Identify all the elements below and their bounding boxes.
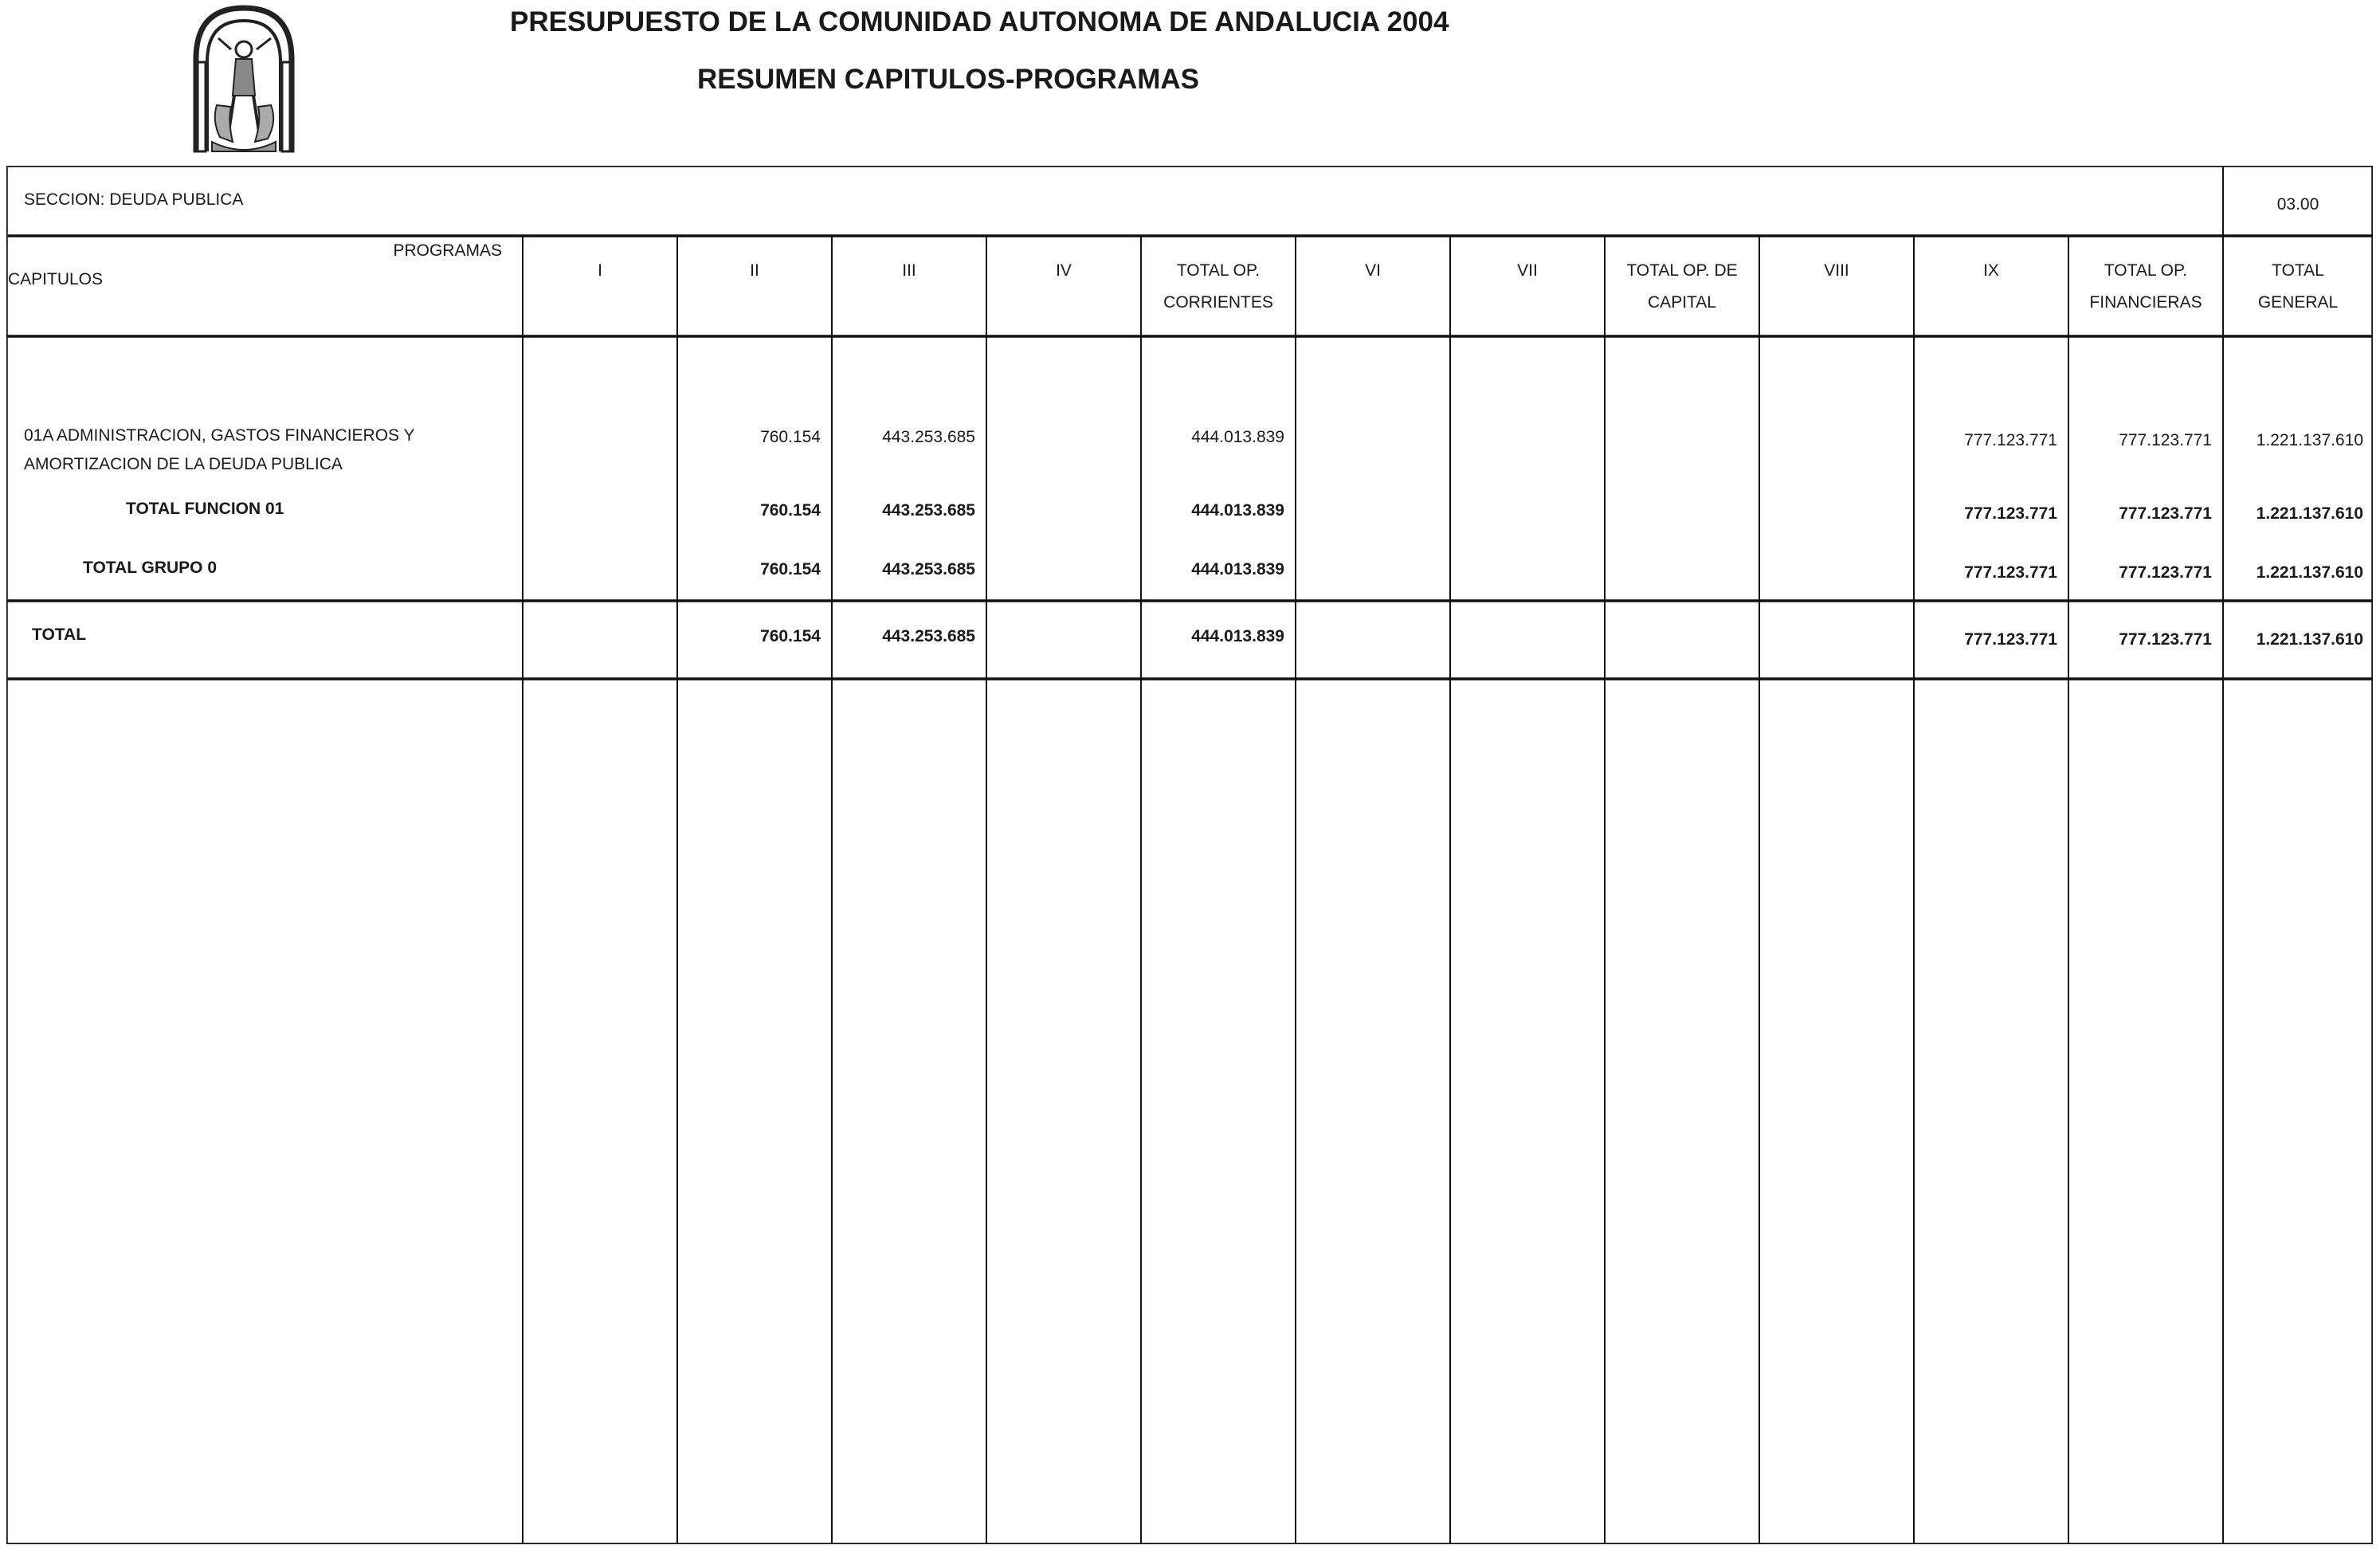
cell-total-op-financieras: 777.123.771 (2119, 504, 2212, 523)
cell-total-op-corrientes: 444.013.839 (1191, 501, 1284, 520)
cell-iii: 443.253.685 (882, 428, 975, 446)
total-cell-total-op-financieras: 777.123.771 (2119, 630, 2212, 649)
cell-total-op-corrientes: 444.013.839 (1191, 560, 1284, 578)
column-header-viii: VIII (1824, 261, 1849, 280)
cell-ix: 777.123.771 (1964, 563, 2057, 582)
cell-total-general: 1.221.137.610 (2256, 504, 2363, 523)
page-title: PRESUPUESTO DE LA COMUNIDAD AUTONOMA DE ANDALUCIA 2004 (510, 6, 1449, 37)
total-cell-ix: 777.123.771 (1964, 630, 2057, 649)
column-header-vii: VII (1517, 261, 1538, 280)
cell-ii: 760.154 (760, 560, 821, 578)
cell-ii: 760.154 (760, 428, 821, 446)
cell-iii: 443.253.685 (882, 501, 975, 520)
cell-ix: 777.123.771 (1964, 431, 2057, 449)
cell-total-op-corrientes: 444.013.839 (1191, 428, 1284, 446)
column-header-vi: VI (1365, 261, 1381, 280)
corner-capitulos: CAPITULOS (8, 270, 104, 288)
column-header-ix: IX (1983, 261, 1999, 280)
column-header-iii: III (902, 261, 916, 280)
cell-total-general: 1.221.137.610 (2256, 431, 2363, 449)
cell-total-op-financieras: 777.123.771 (2119, 431, 2212, 449)
column-header-total-general: TOTAL GENERAL (2257, 261, 2339, 312)
section-label: SECCION: DEUDA PUBLICA (24, 190, 244, 209)
page-subtitle: RESUMEN CAPITULOS-PROGRAMAS (696, 64, 1200, 95)
cell-ix: 777.123.771 (1964, 504, 2057, 523)
table-grid (6, 166, 2373, 1544)
row-label-line1: 01A ADMINISTRACION, GASTOS FINANCIEROS Y (24, 426, 415, 445)
section-code: 03.00 (2276, 195, 2319, 214)
total-cell-total-general: 1.221.137.610 (2256, 630, 2363, 649)
cell-total-op-financieras: 777.123.771 (2119, 563, 2212, 582)
total-cell-ii: 760.154 (760, 627, 821, 645)
budget-summary-table (6, 166, 2373, 1544)
column-header-ii: II (750, 261, 759, 280)
column-header-i: I (598, 261, 602, 280)
total-row-label: TOTAL (32, 626, 87, 644)
column-header-iv: IV (1056, 261, 1072, 280)
cell-iii: 443.253.685 (882, 560, 975, 578)
cell-ii: 760.154 (760, 501, 821, 520)
row-label: TOTAL GRUPO 0 (83, 559, 218, 577)
total-cell-total-op-corrientes: 444.013.839 (1191, 627, 1284, 645)
column-header-total-op-financieras: TOTAL OP. FINANCIERAS (2089, 261, 2202, 312)
column-header-total-op-capital: TOTAL OP. DE CAPITAL (1626, 261, 1738, 312)
coat-of-arms-logo (188, 2, 300, 153)
column-header-total-op-corrientes: TOTAL OP. CORRIENTES (1163, 261, 1273, 312)
corner-programas: PROGRAMAS (393, 241, 502, 260)
cell-total-general: 1.221.137.610 (2256, 563, 2363, 582)
total-cell-iii: 443.253.685 (882, 627, 975, 645)
row-label: TOTAL FUNCION 01 (126, 500, 284, 518)
row-label-line2: AMORTIZACION DE LA DEUDA PUBLICA (24, 455, 343, 473)
